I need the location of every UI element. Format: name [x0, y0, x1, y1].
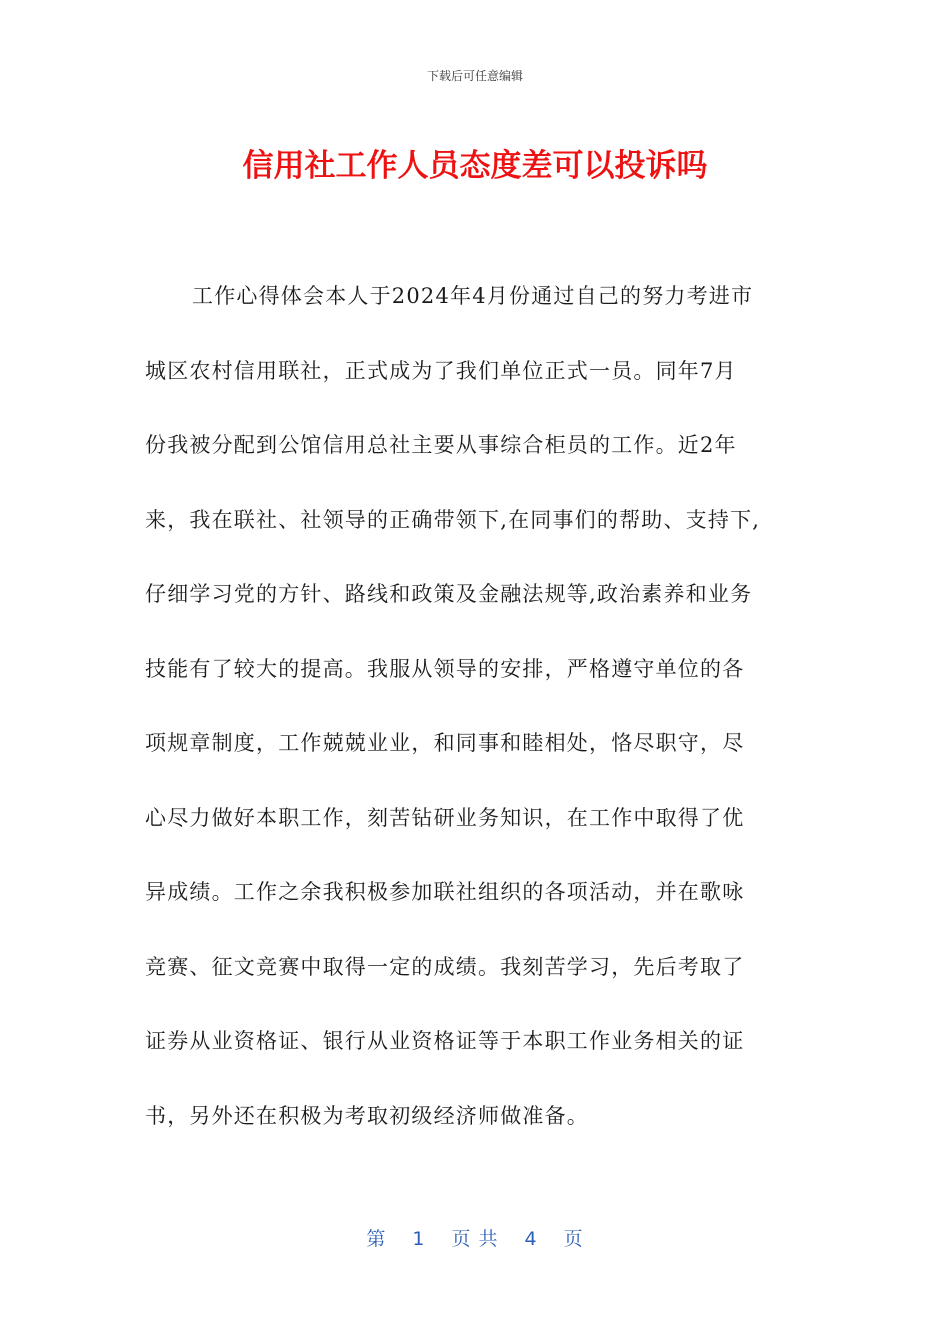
body-line: 工作心得体会本人于2024年4月份通过自己的努力考进市 — [192, 284, 754, 308]
body-line: 仔细学习党的方针、路线和政策及金融法规等,政治素养和业务 — [145, 582, 753, 606]
body-text — [145, 276, 825, 1170]
body-line: 书，另外还在积极为考取初级经济师做准备。 — [145, 1103, 589, 1128]
body-line: 心尽力做好本职工作，刻苦钻研业务知识，在工作中取得了优 — [145, 805, 745, 830]
current-page-number: 1 — [412, 1228, 426, 1250]
document-title: 信用社工作人员态度差可以投诉吗 — [242, 148, 708, 184]
footer-prefix: 第 — [366, 1228, 387, 1250]
body-line: 城区农村信用联社，正式成为了我们单位正式一员。同年7月 — [145, 358, 737, 383]
body-line: 证券从业资格证、银行从业资格证等于本职工作业务相关的证 — [145, 1029, 745, 1053]
page-footer — [0, 1224, 950, 1251]
footer-suffix: 页 — [563, 1228, 584, 1250]
body-line: 来，我在联社、社领导的正确带领下,在同事们的帮助、支持下, — [145, 507, 761, 532]
body-line: 竞赛、征文竞赛中取得一定的成绩。我刻苦学习，先后考取了 — [145, 954, 745, 979]
header-note: 下载后可任意编辑 — [426, 69, 523, 83]
body-line: 项规章制度，工作兢兢业业，和同事和睦相处，恪尽职守，尽 — [145, 731, 745, 755]
total-pages-number: 4 — [524, 1228, 538, 1250]
body-line: 份我被分配到公馆信用总社主要从事综合柜员的工作。近2年 — [145, 433, 737, 457]
body-line: 技能有了较大的提高。我服从领导的安排，严格遵守单位的各 — [145, 656, 745, 681]
body-line: 异成绩。工作之余我积极参加联社组织的各项活动，并在歌咏 — [145, 880, 745, 904]
footer-middle: 页 共 — [451, 1228, 499, 1250]
